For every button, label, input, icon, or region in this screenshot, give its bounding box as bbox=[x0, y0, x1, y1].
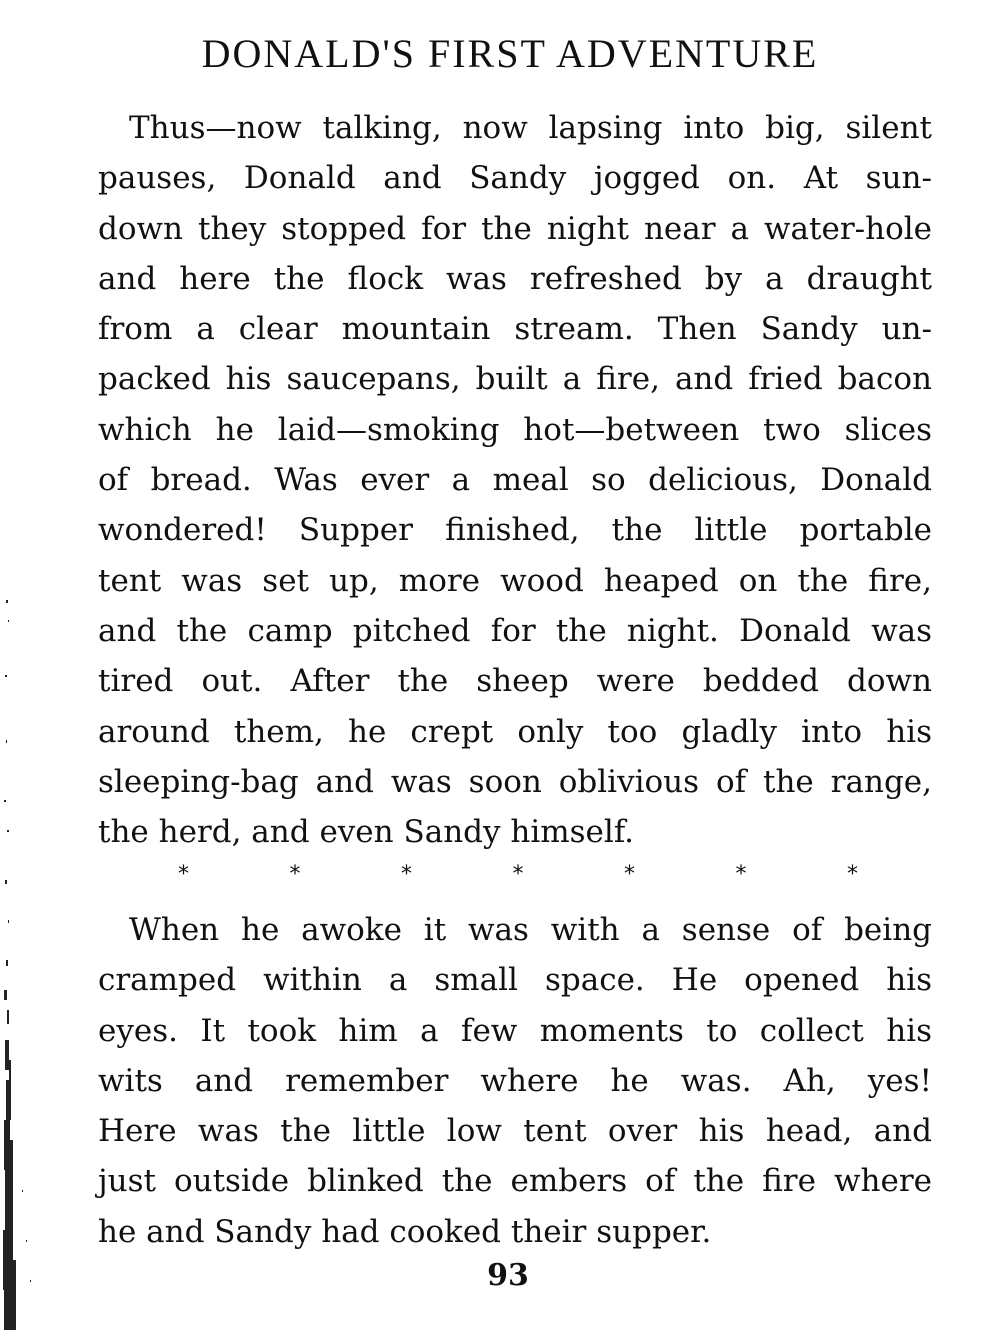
text-line: pauses, Donald and Sandy jogged on. At sun- bbox=[98, 160, 932, 197]
running-head: DONALD'S FIRST ADVENTURE bbox=[201, 31, 819, 76]
asterism-star: * bbox=[512, 862, 524, 887]
asterism-star: * bbox=[401, 862, 412, 887]
asterism-star: * bbox=[178, 862, 189, 887]
paragraph-1 bbox=[98, 103, 932, 857]
section-break bbox=[178, 862, 858, 887]
text-line: and here the flock was refreshed by a draught bbox=[98, 260, 932, 297]
scan-edge-noise bbox=[0, 580, 40, 1334]
text-line: he and Sandy had cooked their supper. bbox=[98, 1213, 712, 1250]
paragraph-2 bbox=[98, 905, 932, 1257]
text-line: cramped within a small space. He opened his bbox=[98, 962, 932, 999]
asterism-star: * bbox=[847, 862, 858, 887]
text-line: eyes. It took him a few moments to collect his bbox=[98, 1012, 932, 1049]
text-line: wits and remember where he was. Ah, yes! bbox=[98, 1062, 932, 1099]
text-line: around them, he crept only too gladly into his bbox=[98, 713, 932, 750]
text-line: tired out. After the sheep were bedded down bbox=[98, 663, 932, 700]
text-line: Here was the little low tent over his head, and bbox=[98, 1113, 932, 1150]
text-line: tent was set up, more wood heaped on the fire, bbox=[98, 562, 932, 599]
text-line: and the camp pitched for the night. Donald was bbox=[98, 612, 932, 649]
text-line: packed his saucepans, built a fire, and fried bacon bbox=[98, 361, 932, 398]
text-line: of bread. Was ever a meal so delicious, Donald bbox=[98, 462, 932, 499]
text-line: When he awoke it was with a sense of being bbox=[98, 912, 932, 948]
page-number: 93 bbox=[487, 1258, 529, 1293]
text-line: sleeping-bag and was soon oblivious of the range, bbox=[98, 763, 932, 800]
text-line: the herd, and even Sandy himself. bbox=[98, 814, 635, 851]
asterism-star: * bbox=[289, 862, 301, 887]
asterism-star: * bbox=[624, 862, 635, 887]
text-line: wondered! Supper finished, the little portable bbox=[98, 512, 932, 549]
text-line: down they stopped for the night near a water-hole bbox=[98, 210, 932, 247]
text-line: just outside blinked the embers of the fire where bbox=[98, 1163, 932, 1200]
text-line: Thus—now talking, now lapsing into big, silent bbox=[98, 110, 932, 146]
text-line: from a clear mountain stream. Then Sandy un- bbox=[98, 311, 932, 348]
text-line: which he laid—smoking hot—between two slices bbox=[98, 411, 932, 448]
asterism-star: * bbox=[735, 862, 747, 887]
